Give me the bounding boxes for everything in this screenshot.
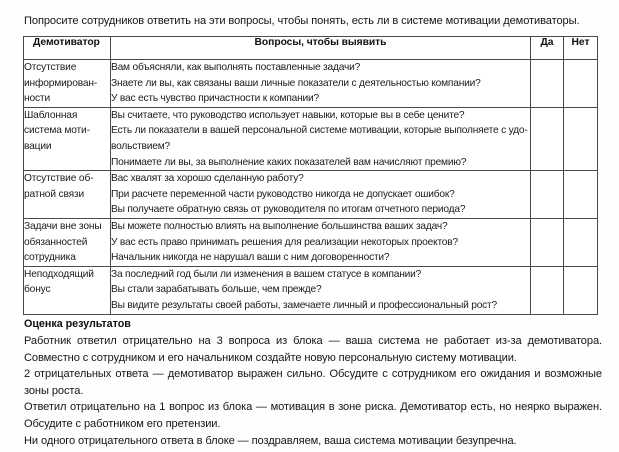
table-row: [24, 218, 598, 266]
question-item: Вас хвалят за хорошо сделанную работу?: [111, 173, 304, 185]
cell-answer-yes[interactable]: [531, 60, 564, 108]
cell-questions: [111, 218, 531, 266]
table-row: [24, 107, 598, 170]
question-item: У вас есть право принимать решения для реализации некоторых проектов?: [111, 236, 458, 248]
demotivator-line: Задачи вне зоны: [24, 220, 102, 232]
intro-text: Попросите сотрудников ответить на эти вопросы, чтобы понять, есть ли в системе мотивации демотиваторы.: [24, 15, 580, 27]
table-body: [24, 60, 598, 315]
question-item: Вы считаете, что руководство использует навыки, которые вы в себе цените?: [111, 109, 465, 121]
question-item: Вы стали зарабатывать больше, чем прежде?: [111, 284, 322, 296]
demotivator-line: бонус: [24, 284, 51, 296]
demotivator-line: система моти-: [24, 125, 90, 137]
results-paragraph: Ни одного отрицательного ответа в блоке — поздравляем, ваша система мотивации безупречна.: [24, 434, 517, 447]
demotivator-line: ратной связи: [24, 188, 85, 200]
cell-answer-no[interactable]: [564, 60, 598, 108]
cell-answer-yes[interactable]: [531, 107, 564, 170]
column-header-no: Нет: [564, 37, 598, 60]
cell-questions: [111, 266, 531, 314]
table-row: [24, 266, 598, 314]
cell-answer-no[interactable]: [564, 266, 598, 314]
table-row: [24, 60, 598, 108]
demotivator-line: вации: [24, 140, 52, 152]
question-item: За последний год были ли изменения в вашем статусе в компании?: [111, 268, 422, 280]
question-item: Вы можете полностью влиять на выполнение большинства ваших задач?: [111, 220, 448, 232]
cell-demotivator: [24, 266, 111, 314]
cell-questions: [111, 60, 531, 108]
cell-answer-no[interactable]: [564, 171, 598, 219]
question-item: Знаете ли вы, как связаны ваши личные показатели с деятельностью компании?: [111, 77, 481, 89]
cell-answer-yes[interactable]: [531, 266, 564, 314]
cell-answer-no[interactable]: [564, 218, 598, 266]
question-item: Есть ли показатели в вашей персональной системе мотивации, которые выполняете с удо- вольствием?: [111, 125, 528, 152]
demotivator-survey-table: [23, 36, 598, 315]
table-header-row: [24, 37, 598, 60]
cell-answer-yes[interactable]: [531, 171, 564, 219]
results-title: Оценка результатов: [24, 318, 131, 330]
demotivator-line: Шаблонная: [24, 109, 78, 121]
demotivator-line: информирован-: [24, 77, 98, 89]
demotivator-line: обязанностей: [24, 236, 88, 248]
cell-questions: [111, 171, 531, 219]
results-section: [24, 316, 602, 449]
demotivator-line: Неподходящий: [24, 268, 94, 280]
demotivator-line: Отсутствие об-: [24, 173, 94, 185]
table-header: [24, 37, 598, 60]
cell-demotivator: [24, 60, 111, 108]
cell-answer-yes[interactable]: [531, 218, 564, 266]
question-item: У вас есть чувство причастности к компании?: [111, 93, 319, 105]
results-paragraph: Ответил отрицательно на 1 вопрос из блока — мотивация в зоне риска. Демотиватор есть, но неярко выражен. Обсудите с работником его претензии.: [24, 401, 602, 430]
cell-answer-no[interactable]: [564, 107, 598, 170]
demotivator-line: Отсутствие: [24, 62, 77, 73]
question-item: Вам объясняли, как выполнять поставленные задачи?: [111, 62, 361, 73]
question-item: Вы видите результаты своей работы, замечаете личный и профессиональный рост?: [111, 299, 497, 311]
demotivator-line: ности: [24, 93, 50, 105]
column-header-demotivator: Демотиватор: [24, 37, 111, 60]
question-item: Начальник никогда не нарушал ваши с ним договоренности?: [111, 252, 390, 264]
demotivator-line: сотрудника: [24, 252, 76, 264]
column-header-yes: Да: [531, 37, 564, 60]
question-item: При расчете переменной части руководство никогда не допускает ошибок?: [111, 188, 455, 200]
cell-demotivator: [24, 107, 111, 170]
question-item: Вы получаете обратную связь от руководителя по итогам отчетного периода?: [111, 204, 466, 216]
results-paragraph: Работник ответил отрицательно на 3 вопроса из блока — ваша система не работает из-за демотиватора. Совместно с сотрудником и его начальником создайте новую персональную систему мотивации.: [24, 335, 602, 364]
results-paragraph: 2 отрицательных ответа — демотиватор выражен сильно. Обсудите с сотрудником его ожидания и возможные зоны роста.: [24, 368, 602, 397]
question-item: Понимаете ли вы, за выполнение каких показателей вам начисляют премию?: [111, 156, 467, 168]
cell-demotivator: [24, 218, 111, 266]
cell-demotivator: [24, 171, 111, 219]
cell-questions: [111, 107, 531, 170]
table-row: [24, 171, 598, 219]
column-header-questions: Вопросы, чтобы выявить: [111, 37, 531, 60]
